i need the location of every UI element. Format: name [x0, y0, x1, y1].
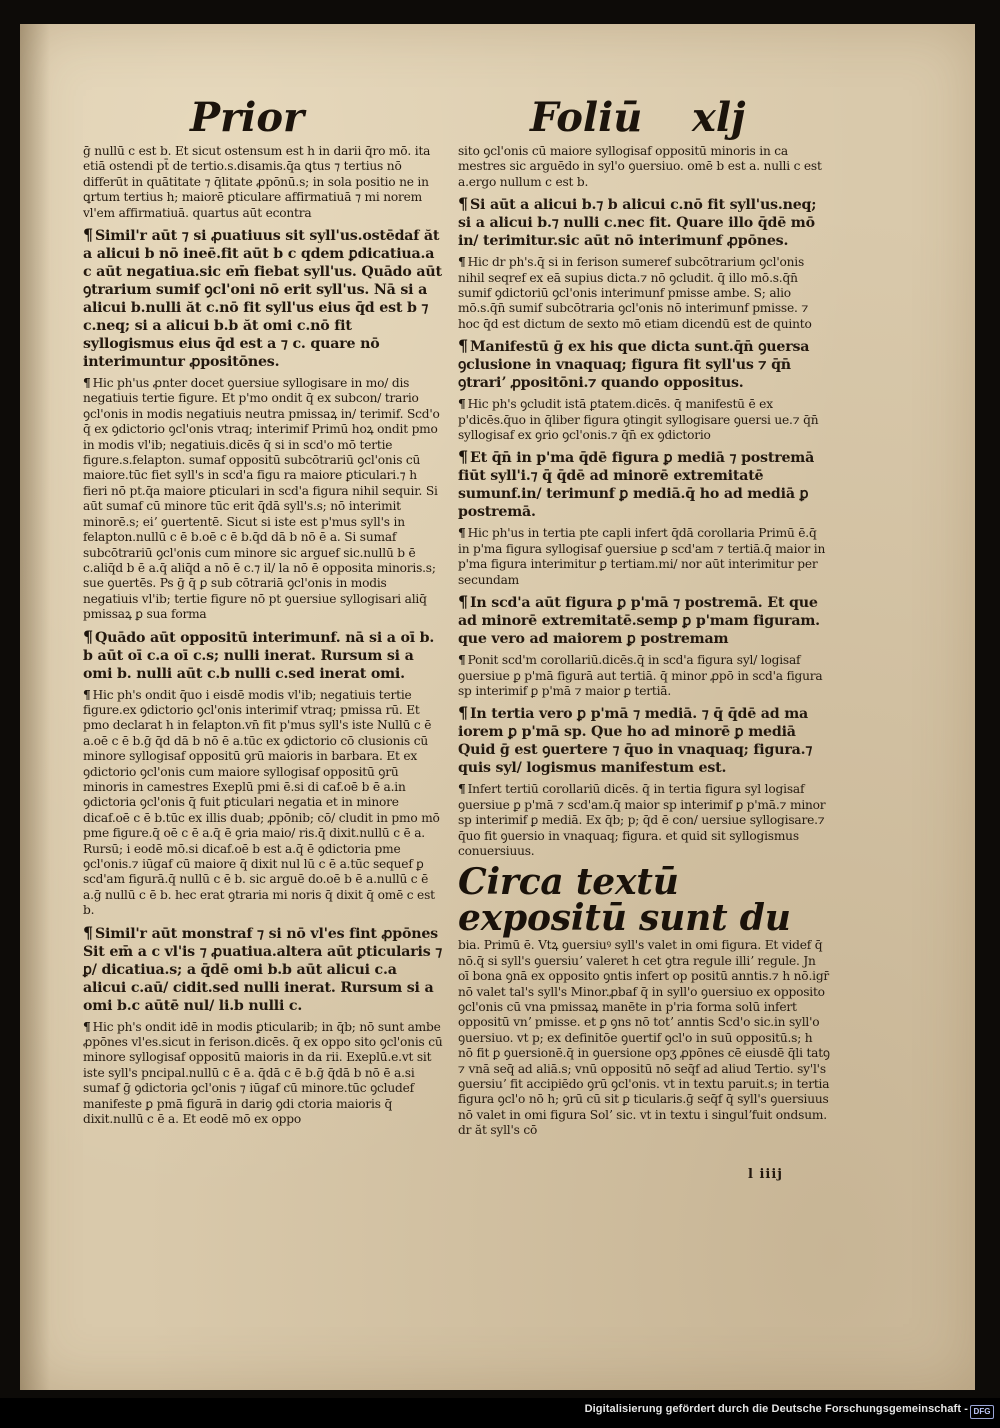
- paragraph: [458, 861, 830, 1138]
- paragraph-text: Hic ph's ondit q̄uo i eisdē modis vl'ib; negatiuis tertie figure.ex ꝯdictorio ꝯcl'onis interimif vtraq; pmissa rū. Et pmo declarat h in felapton.vn̄ fit p'mus syll's iste Nullū c ē a.oē c ē b.ḡ q̄d dā b nō ē a.tūc ex ꝯdictorio cō clusionis cū minore syllogisaf oppositū ꝯrū maioris in barbara. Et ex ꝯdictorio ꝯcl'onis cum maiore syllogisaf oppositū ꝯrū minoris in camestres Exeplū pmi ē.si di caf.oē b ē a.in ꝯdictoria ꝯcl'onis q̄ fuit ꝑticulari negatia et in minore dicaf.oē c ē b.tūc ex illis duab; ꝓpōnib; cō/ cludit in pmo mō pme figure.q̄ oē c ē a.q̄ ē ꝯria maio/ ris.q̄ dixit.nullū c ē a. Rursū; i eodē mō.si dicaf.oē b est a.q̄ ē ꝯdictoria pme ꝯcl'onis.⁊ iūgaf cū maiore q̄ dixit nul lū c ē a.tūc sequef ꝑ scd'am figurā.q̄ nullū c ē b. sic arguē do.oē b ē a.nullū c ē a.ḡ nullū c ē b. hec erat ꝯtraria mi noris q̄ dixit q̄ omē c est b.: [83, 687, 440, 918]
- page-gutter-shadow: [20, 24, 50, 1390]
- paragraph: [458, 195, 830, 250]
- pilcrow-mark: ¶: [83, 225, 93, 245]
- paragraph-text: Simil'r aūt monstraf ⁊ si nō vl'es fint ꝓpōnes Sit em̄ a c vl'is ⁊ ꝓuatiua.altera aūt ꝑticularis ⁊ ꝑ/ dicatiua.s; a q̄dē omi b.b aūt alicui c.a alicui c.aū/ cidit.sed nulli inerat. Rursum si a omi b.c aūtē nul/ li.b nulli c.: [83, 925, 443, 1014]
- paragraph-text: Manifestū ḡ ex his que dicta sunt.q̄n̄ ꝯuersa ꝯclusione in vnaquaq; figura fit syll'us ⁊ q̄n̄ ꝯtrariʼ ꝓpositōni.⁊ quando oppositus.: [458, 339, 810, 392]
- paragraph-text: Ponit scd'm corollariū.dicēs.q̄ in scd'a figura syl/ logisaf ꝯuersiue ꝑ p'mā figurā aut tertiā. q̄ minor ꝓpō in scd'a figura sp interimif ꝑ p'mā ⁊ maior ꝑ tertiā.: [458, 653, 823, 698]
- pilcrow-mark: ¶: [83, 687, 91, 702]
- paragraph-text: Hic ph's ondit idē in modis ꝑticularib; in q̄b; nō sunt ambe ꝓpōnes vl'es.sicut in ferison.dicēs. q̄ ex oppo sito ꝯcl'onis cū minore syllogisaf oppositū maioris in da rii. Exeplū.e.vt sit iste syll's pncipal.nullū c ē a. q̄dā c ē b.ḡ q̄dā b nō ē a.si sumaf ḡ ꝯdictoria ꝯcl'onis ⁊ iūgaf cū minore.tūc ꝯcludef manifeste ꝑ pmā figurā in dariꝯ ꝯdi ctoria maioris q̄ dixit.nullū c ē a. Et eodē mō ex oppo: [83, 1019, 443, 1127]
- pilcrow-mark: ¶: [458, 653, 466, 668]
- pilcrow-mark: ¶: [458, 703, 468, 723]
- paragraph: [83, 688, 443, 919]
- paragraph-text: bia. Primū ē. Vtꝝ ꝯuersiuꝰ syll's valet in omi figura. Et videf q̄ nō.q̄ si syll's ꝯuersiuʼ valeret h cet ꝯtra regule illiʼ regule. Jn oī bona ꝯnā ex opposito ꝯntis infert op positū anntis.⁊ h nō.igr̄ nō valet tal's syll's Minor.ꝓbaf q̄ in syll'o ꝯuersiuo ex opposito ꝯcl'onis cū vna pmissaꝝ manēte in p'ria forma solū infert oppositū vnʼ pmisse. et ꝑ ꝯns nō totʼ anntis Scd'o sic.in syll'o ꝯuersiuo. vt p; ex definitōe ꝯuertif ꝯcl'o in suū oppositū.s; h nō fit ꝑ ꝯuersionē.q̄ in ꝯuersione opʒ ꝓpōnes cē eiusdē q̄li tatꝯ ⁊ vnā seq̄ ad aliā.s; vnū oppositū nō seq̄f ad aliud Tertio. sy'l's ꝯuersiuʼ fit accipiēdo ꝯrū ꝯcl'onis. vt in textu paruit.s; in tertia figura ꝯcl'o nō h; ꝯrū cū sit ꝑ ticularis.ḡ seq̄f q̄ syll's ꝯuersiuus nō valet in omi figura Solʼ sic. vt in textu i singulʼfuit ondsum. dr ăt syll's cō: [458, 938, 830, 1138]
- pilcrow-mark: ¶: [458, 255, 466, 270]
- paragraph: [458, 653, 830, 699]
- paragraph: [83, 628, 443, 683]
- paragraph: [83, 924, 443, 1015]
- paragraph-text: In tertia vero ꝑ p'mā ⁊ mediā. ⁊ q̄ q̄dē ad ma iorem ꝑ p'mā sp. Que ho ad minorē ꝑ mediā Quid ḡ est ꝯuertere ⁊ q̄uo in vnaquaq; figura.⁊ quis syl/ logismus manifestum est.: [458, 706, 813, 777]
- pilcrow-mark: ¶: [458, 782, 466, 797]
- pilcrow-mark: ¶: [458, 526, 466, 541]
- paragraph-text: Infert tertiū corollariū dicēs. q̄ in tertia figura syl logisaf ꝯuersiue ꝑ p'mā ⁊ scd'am.q̄ maior sp interimif ꝑ p'mā.⁊ minor sp interimif ꝑ mediā. Ex q̄b; p; q̄d ē con/ uersiue syllogisare.⁊ q̄uo fit ꝯuersio in vnaquaq; figura. et quid sit syllogismus conuersiuus.: [458, 782, 826, 858]
- paragraph: [458, 448, 830, 521]
- paragraph-text: sito ꝯcl'onis cū maiore syllogisaf oppositū minoris in ca mestres sic arguēdo in syl'o ꝯuersiuo. omē b est a. nulli c est a.ergo nullum c est b.: [458, 144, 822, 189]
- paragraph-text: Hic dr ph's.q̄ si in ferison sumeref subcōtrarium ꝯcl'onis nihil seqref ex eā supius dicta.⁊ nō ꝯcludit. q̄ illo mō.s.q̄n̄ sumif ꝯdictoriū ꝯcl'onis interimunf pmisse ambe. S; alio mō.s.q̄n̄ sumif subcōtraria ꝯcl'onis nō interimunf pmisse. ⁊ hoc q̄d est dictum de sexto mō etiam dicendū est de quinto: [458, 255, 812, 331]
- funding-credit: Digitalisierung gefördert durch die Deutsche Forschungsgemeinschaft -: [584, 1403, 968, 1415]
- paragraph: [83, 144, 443, 221]
- paragraph-text: ḡ nullū c est b. Et sicut ostensum est h in darii q̄ro mō. ita etiā ostendi pt̄ de tertio.s.disamis.q̄a ꝗtus ⁊ tertius nō differūt in quātitate ⁊ q̄litate ꝓpōnū.s; in sola positio ne in ꝗrtum tertius h; maiorē ꝑticulare affirmatiuā ⁊ mi norem vl'em affirmatiuā. quartus aūt econtra: [83, 144, 431, 220]
- text-column-left: [83, 144, 443, 1132]
- paragraph-text: Simil'r aūt ⁊ si ꝓuatiuus sit syll'us.ostēdaf ăt a alicui b nō ineē.fit aūt b c qdem ꝑdicatiua.a c aūt negatiua.sic em̄ fiebat syll'us. Quādo aūt ꝯtrarium sumif ꝯcl'oni nō erit syll'us. Nā si a alicui b.nulli ăt c.nō fit syll'us eius q̄d est b ⁊ c.neq; si a alicui b.b ăt omi c.nō fit syllogismus eius q̄d est a ⁊ c. quare nō interimuntur ꝓpositōnes.: [83, 228, 442, 371]
- running-head-right: xlj: [692, 94, 746, 141]
- paragraph-text: Et q̄n̄ in p'ma q̄dē figura ꝑ mediā ⁊ postremā fiūt syll'i.⁊ q̄ q̄dē ad minorē extremitatē sumunf.in/ terimunf ꝑ mediā.q̄ ho ad mediā ꝑ postremā.: [458, 450, 815, 521]
- paragraph: [458, 255, 830, 332]
- paragraph: [458, 397, 830, 443]
- paragraph: [458, 704, 830, 777]
- paragraph-text: Hic ph'us ꝓnter docet ꝯuersiue syllogisare in mo/ dis negatiuis tertie figure. Et p'mo ondit q̄ ex subcon/ trario ꝯcl'onis in modis negatiuis neutra pmissaꝝ in/ terimif. Scd'o q̄ ex ꝯdictorio ꝯcl'onis vtraq; interimif Primū hoꝝ ondit pmo in modis vl'ib; negatiuis.dicēs q̄ si in scd'o mō tertie figure.s.felapton. sumaf oppositū subcōtrariū ꝯcl'onis cū maiore.tūc fiet syll's in scd'a figu ra maiore ꝑticulari.⁊ h fieri nō pt.q̄a maiore ꝑticulari in scd'a figura nihil sequir. Si aūt sumaf cū minore tūc erit q̄dā syll's.s; nō interimit minorē.s; eiʼ ꝯuertentē. Sicut si iste est p'mus syll's in felapton.nullū c ē b.oē c ē b.q̄d dā b nō ē a. Si sumaf subcōtrariū ꝯcl'onis cum minore sic arguef sic.nullū b ē c.aliq̄d b ē a.q̄ aliq̄d a nō ē c.⁊ il/ la nō ē opposita minoris.s; sue ꝯuertēs. Ps ḡ q̄ ꝑ sub cōtrariā ꝯcl'onis in modis negatiuis vl'ib; tertie figure nō pt ꝯuersiue syllogisari aliq̄ pmissaꝝ ꝑ sua forma: [83, 376, 440, 622]
- paragraph: [83, 1020, 443, 1128]
- paragraph: [458, 337, 830, 392]
- text-column-right: [458, 144, 830, 1144]
- paragraph: [458, 593, 830, 648]
- pilcrow-mark: ¶: [83, 922, 93, 942]
- pilcrow-mark: ¶: [458, 194, 468, 214]
- pilcrow-mark: ¶: [458, 447, 468, 467]
- paragraph-text: Quādo aūt oppositū interimunf. nā si a oī b. b aūt oī c.a oī c.s; nulli inerat. Rursum si a omi b. nulli aūt c.b nulli c.sed inerat omi.: [83, 629, 435, 682]
- pilcrow-mark: ¶: [458, 336, 468, 356]
- pilcrow-mark: ¶: [83, 626, 93, 646]
- pilcrow-mark: ¶: [83, 1019, 91, 1034]
- pilcrow-mark: ¶: [458, 592, 468, 612]
- running-head-left: Prior: [190, 94, 305, 141]
- paragraph-text: In scd'a aūt figura ꝑ p'mā ⁊ postremā. Et que ad minorē extremitatē.semp ꝑ p'mam figuram. que vero ad maiorem ꝑ postremam: [458, 595, 820, 648]
- paragraph: [458, 144, 830, 190]
- running-head-center: Foliū: [530, 94, 643, 141]
- pilcrow-mark: ¶: [83, 376, 91, 391]
- section-heading: Circa textū expositū sunt du: [458, 861, 791, 940]
- paragraph-text: Si aūt a alicui b.⁊ b alicui c.nō fit syll'us.neq; si a alicui b.⁊ nulli c.nec fit. Quare illo q̄dē mō in/ terimitur.sic aūt nō interimunf ꝓpōnes.: [458, 197, 817, 250]
- paragraph: [458, 526, 830, 588]
- book-page: [20, 24, 975, 1390]
- paragraph: [458, 782, 830, 859]
- paragraph-text: Hic ph's ꝯcludit istā ꝑtatem.dicēs. q̄ manifestū ē ex p'dicēs.q̄uo in q̄liber figura ꝯtingit syllogisare ꝯuersi ue.⁊ q̄n̄ syllogisaf ex ꝯrio ꝯcl'onis.⁊ q̄n̄ ex ꝯdictorio: [458, 397, 819, 443]
- paragraph: [83, 376, 443, 623]
- paragraph: [83, 226, 443, 371]
- paragraph-text: Hic ph'us in tertia pte capli infert q̄dā corollaria Primū ē.q̄ in p'ma figura syllogisaf ꝯuersiue ꝑ scd'am ⁊ tertiā.q̄ maior in p'ma figura interimitur ꝑ tertiam.mi/ nor aūt interimitur per secundam: [458, 526, 826, 587]
- signature-mark: l iiij: [748, 1167, 783, 1182]
- dfg-logo: DFG: [970, 1405, 994, 1419]
- pilcrow-mark: ¶: [458, 397, 466, 412]
